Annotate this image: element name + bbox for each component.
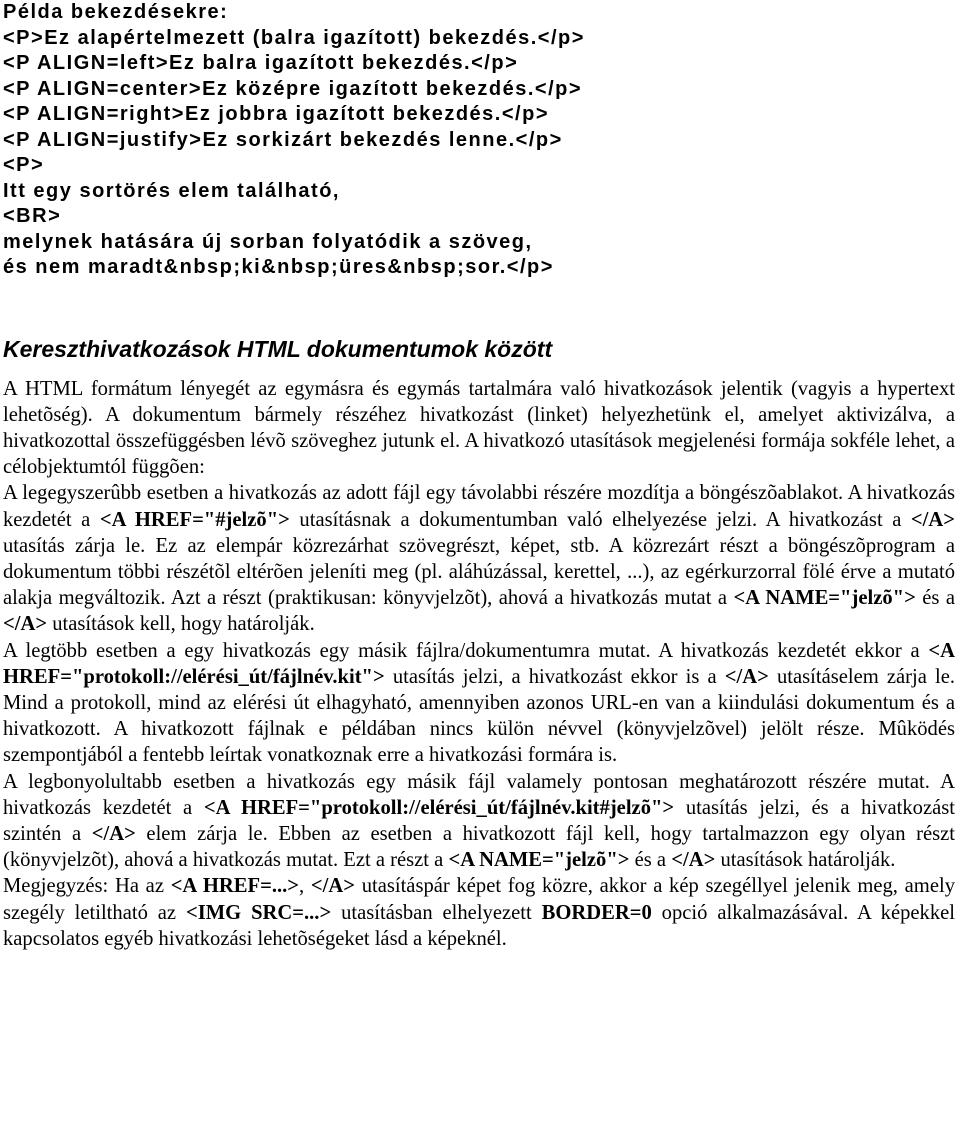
paragraph-text: utasítás jelzi, és a hivatkozást szintén a <box>3 796 955 845</box>
paragraph-text: opció alkalmazásával. A képekkel kapcsolatos egyéb hivatkozási lehetõségeket lásd a képeknél. <box>3 901 956 950</box>
paragraph <box>3 638 955 769</box>
paragraph-text: , <box>299 875 311 898</box>
html-code-example <box>3 0 955 281</box>
paragraph-text: utasításpár képet fog közre, akkor a kép szegéllyel jelenik meg, amely szegély letiltható az <box>3 875 955 924</box>
paragraph-text: utasításelem zárja le. Mind a protokoll, mind az elérési út elhagyható, amennyiben azonos URL-en van a kiindulási dokumentum és a hivatkozott. A hivatkozott fájlnak e példában nincs külön névvel (könyvjelzõvel) jelölt része. Mûködés szempontjából a fentebb leírtak vonatkoznak erre a hivatkozási formára is. <box>3 665 956 767</box>
paragraph <box>3 769 955 874</box>
html-tag-text: <A HREF="#jelzõ"> <box>99 508 290 531</box>
code-line: melynek hatására új sorban folyatódik a szöveg, <box>3 230 533 253</box>
html-tag-text: </A> <box>310 875 355 898</box>
html-tag-text: <A HREF="protokoll://elérési_út/fájlnév.kit"> <box>3 639 955 688</box>
paragraph-text: Megjegyzés: Ha az <box>3 875 171 898</box>
code-line: és nem maradt&nbsp;ki&nbsp;üres&nbsp;sor.</p> <box>3 256 554 278</box>
paragraph-text: A HTML formátum lényegét az egymásra és egymás tartalmára való hivatkozások jelentik (vagyis a hypertext lehetõség). A dokumentum bármely részéhez hivatkozást (linket) helyezhetünk el, amelyet aktivizálva, a hivatkozottal összefüggésben lévõ szöveghez jutunk el. A hivatkozó utasítások megjelenési formája sokféle lehet, a célobjektumtól függõen: <box>3 377 955 479</box>
code-line: <BR> <box>3 205 62 227</box>
code-line: <P> <box>3 154 45 176</box>
html-tag-text: </A> <box>910 508 955 531</box>
paragraph-text: A legegyszerûbb esetben a hivatkozás az adott fájl egy távolabbi részére mozdítja a böngészõablakot. A hivatkozás kezdetét a <box>3 482 955 531</box>
paragraph <box>3 480 955 637</box>
paragraph-text: utasításban elhelyezett <box>331 901 542 924</box>
document-page <box>3 0 955 952</box>
paragraph-text: utasítások határolják. <box>715 849 896 872</box>
html-tag-text: </A> <box>3 613 48 636</box>
paragraph-text: és a <box>629 849 672 872</box>
paragraph-text: utasítás zárja le. Ez az elempár közrezárhat szövegrészt, képet, stb. A közrezárt részt a böngészõprogram a dokumentum többi részétõl eltérõen jeleníti meg (pl. aláhúzással, kerettel, ...), az egérkurzorral fölé érve a mutató alakja megváltozik. Azt a részt (praktikusan: könyvjelzõt), ahová a hivatkozás mutat a <box>3 534 955 610</box>
html-tag-text: </A> <box>671 849 716 872</box>
paragraph-text: utasításnak a dokumentumban való elhelyezése jelzi. A hivatkozást a <box>289 508 911 531</box>
html-tag-text: </A> <box>91 822 136 845</box>
html-tag-text: <A NAME="jelzõ"> <box>733 587 916 610</box>
code-line: <P ALIGN=center>Ez középre igazított bekezdés.</p> <box>3 77 583 100</box>
code-line: <P ALIGN=right>Ez jobbra igazított bekezdés.</p> <box>3 103 549 125</box>
html-tag-text: <IMG SRC=...> <box>185 901 332 924</box>
html-tag-text: <A HREF="protokoll://elérési_út/fájlnév.kit#jelzõ"> <box>203 796 675 819</box>
paragraph-text: utasítások kell, hogy határolják. <box>47 613 315 636</box>
paragraph <box>3 873 955 952</box>
paragraph-text: és a <box>915 587 956 610</box>
code-line: Példa bekezdésekre: <box>3 1 229 23</box>
html-tag-text: BORDER=0 <box>541 901 652 924</box>
code-line: <P ALIGN=justify>Ez sorkizárt bekezdés lenne.</p> <box>3 128 563 151</box>
paragraph-text: utasítás jelzi, a hivatkozást ekkor is a <box>384 665 725 688</box>
html-tag-text: </A> <box>724 665 769 688</box>
code-line: Itt egy sortörés elem található, <box>3 179 340 202</box>
section-heading: Kereszthivatkozások HTML dokumentumok között <box>3 335 553 362</box>
html-tag-text: <A NAME="jelzõ"> <box>448 849 630 872</box>
code-line: <P ALIGN=left>Ez balra igazított bekezdés.</p> <box>3 52 519 74</box>
body-text <box>3 376 955 952</box>
html-tag-text: <A HREF=...> <box>170 875 300 898</box>
paragraph-text: elem zárja le. Ebben az esetben a hivatkozott fájl kell, hogy tartalmazzon egy olyan részt (könyvjelzõt), ahová a hivatkozás mutat. Ezt a részt a <box>3 822 955 872</box>
paragraph-text: A legtöbb esetben a egy hivatkozás egy másik fájlra/dokumentumra mutat. A hivatkozás kezdetét ekkor a <box>3 639 929 662</box>
code-line: <P>Ez alapértelmezett (balra igazított) bekezdés.</p> <box>3 26 585 49</box>
paragraph-text: A legbonyolultabb esetben a hivatkozás egy másik fájl valamely pontosan meghatározott részére mutat. A hivatkozás kezdetét a <box>3 770 955 819</box>
paragraph <box>3 376 955 481</box>
